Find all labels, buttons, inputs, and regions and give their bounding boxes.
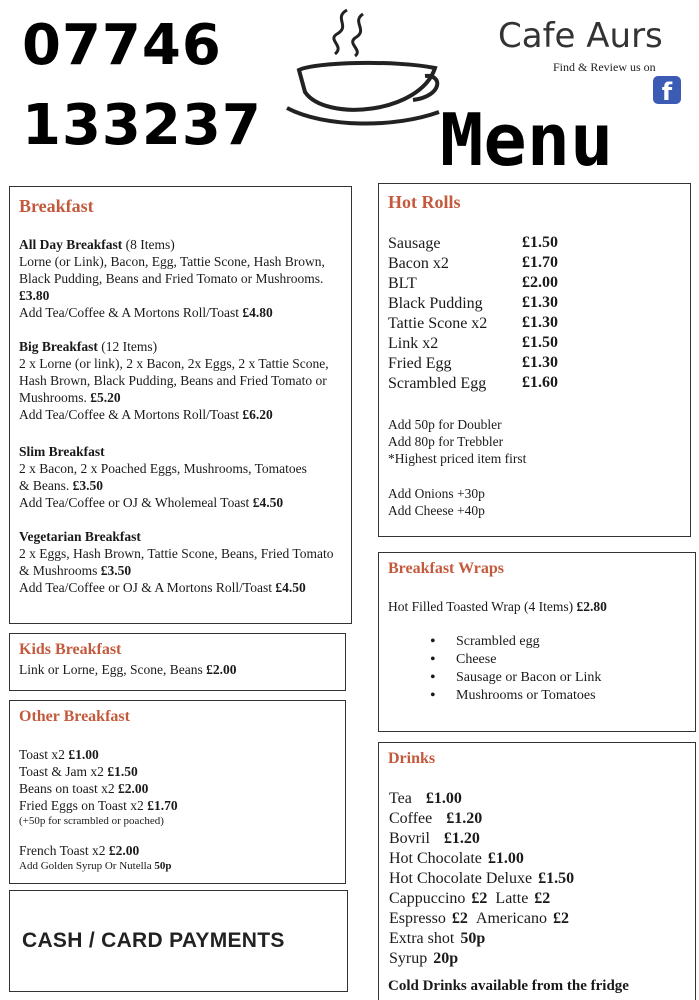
- syrup-note-text: Add Golden Syrup Or Nutella: [19, 860, 152, 872]
- cafe-name: Cafe Aurs: [498, 16, 663, 56]
- drink-line: [389, 809, 482, 829]
- breakfast-title: Breakfast: [19, 196, 94, 216]
- drink-name: Tea: [389, 790, 412, 807]
- payments-text: CASH / CARD PAYMENTS: [22, 929, 285, 952]
- drink-price: £1.20: [443, 830, 480, 847]
- facebook-icon[interactable]: f: [653, 76, 681, 104]
- item-desc: Lorne (or Link), Bacon, Egg, Tattie Scone, Hash Brown, Black Pudding, Beans and Fried Tomato or Mushrooms.: [19, 254, 325, 286]
- wrap-filling: • Scrambled egg: [430, 633, 601, 651]
- drink-price: £1.50: [538, 870, 575, 887]
- cheese-extra: Add Cheese +40p: [388, 503, 485, 518]
- french-toast-name: French Toast x2: [19, 843, 106, 858]
- french-toast-price: £2.00: [108, 843, 140, 858]
- drink-name: Syrup: [389, 950, 428, 967]
- drink-line: [389, 889, 550, 909]
- item-addon-price: £6.20: [242, 407, 273, 422]
- drink-price: £2: [552, 910, 569, 927]
- highest-priced-note: *Highest priced item first: [388, 451, 527, 466]
- breakfast-item: [19, 528, 345, 596]
- drink-name: Americano: [475, 910, 547, 927]
- item-price: £3.50: [100, 563, 132, 578]
- french-toast-item: [19, 842, 139, 859]
- other-breakfast-title: Other Breakfast: [19, 708, 130, 725]
- drink-price: £1.20: [446, 810, 483, 827]
- other-item-price: £2.00: [118, 781, 149, 796]
- breakfast-item: [19, 236, 345, 321]
- other-item: [19, 763, 178, 780]
- drink-line: [389, 829, 480, 849]
- hot-roll-name: Scrambled Egg: [388, 375, 487, 392]
- syrup-note: [19, 859, 171, 874]
- hot-roll-price: £1.30: [522, 354, 558, 371]
- drink-price: £2: [534, 890, 551, 907]
- item-price: £3.80: [19, 288, 50, 303]
- item-name: All Day Breakfast: [19, 237, 123, 252]
- hot-roll-name: Bacon x2: [388, 255, 449, 272]
- other-item-name: Beans on toast x2: [19, 781, 115, 796]
- other-item: [19, 746, 178, 763]
- wrap-filling: • Mushrooms or Tomatoes: [430, 687, 601, 705]
- drinks-title: Drinks: [388, 750, 436, 767]
- item-name: Big Breakfast: [19, 339, 98, 354]
- item-count: (12 Items): [97, 339, 158, 354]
- kids-desc: Link or Lorne, Egg, Scone, Beans: [19, 662, 203, 677]
- hot-roll-price: £1.70: [522, 254, 558, 271]
- item-count: (8 Items): [122, 237, 175, 252]
- drink-line: [389, 909, 569, 929]
- wrap-filling: • Sausage or Bacon or Link: [430, 669, 601, 687]
- item-addon: Add Tea/Coffee or OJ & A Mortons Roll/Toast: [19, 580, 272, 595]
- item-addon-price: £4.80: [242, 305, 273, 320]
- drink-name: Hot Chocolate: [389, 850, 482, 867]
- hot-rolls-title: Hot Rolls: [388, 192, 461, 212]
- breakfast-wraps-title: Breakfast Wraps: [388, 560, 505, 577]
- drink-price: £2: [471, 890, 488, 907]
- item-desc: 2 x Bacon, 2 x Poached Eggs, Mushrooms, Tomatoes & Beans.: [19, 461, 307, 493]
- other-item-name: Fried Eggs on Toast x2: [19, 798, 144, 813]
- drink-line: [389, 949, 458, 969]
- hot-rolls-notes: [388, 416, 526, 467]
- drink-name: Extra shot: [389, 930, 455, 947]
- wrap-fillings-list: [430, 633, 601, 705]
- wrap-filling: • Cheese: [430, 651, 601, 669]
- kids-price: £2.00: [206, 662, 237, 677]
- item-addon: Add Tea/Coffee & A Mortons Roll/Toast: [19, 407, 239, 422]
- drink-price: 50p: [460, 930, 486, 947]
- hot-roll-price: £1.30: [522, 314, 558, 331]
- wrap-item: [388, 598, 607, 615]
- breakfast-item: [19, 443, 319, 511]
- drink-price: 20p: [433, 950, 459, 967]
- kids-breakfast-item: [19, 661, 236, 678]
- hot-roll-name: Sausage: [388, 235, 441, 252]
- wrap-price: £2.80: [576, 599, 607, 614]
- item-name: Vegetarian Breakfast: [19, 529, 141, 544]
- item-addon: Add Tea/Coffee & A Mortons Roll/Toast: [19, 305, 239, 320]
- hot-roll-price: £1.60: [522, 374, 558, 391]
- item-name: Slim Breakfast: [19, 444, 105, 459]
- item-price: £5.20: [90, 390, 121, 405]
- item-addon: Add Tea/Coffee or OJ & Wholemeal Toast: [19, 495, 250, 510]
- breakfast-item: [19, 338, 345, 423]
- other-item: [19, 780, 178, 797]
- find-review-text: Find & Review us on: [553, 60, 656, 74]
- hot-roll-price: £1.50: [522, 234, 558, 251]
- hot-roll-name: Black Pudding: [388, 295, 483, 312]
- drink-name: Coffee: [389, 810, 433, 827]
- hot-roll-price: £1.30: [522, 294, 558, 311]
- hot-roll-price: £2.00: [522, 274, 558, 291]
- drink-name: Espresso: [389, 910, 446, 927]
- other-breakfast-list: [19, 746, 178, 829]
- hot-roll-name: Link x2: [388, 335, 439, 352]
- item-desc: 2 x Lorne (or link), 2 x Bacon, 2x Eggs, 2 x Tattie Scone, Hash Brown, Black Pudding, Beans and Fried Tomato or Mushrooms.: [19, 356, 329, 405]
- trebbler-note: Add 80p for Trebbler: [388, 434, 504, 449]
- drink-price: £1.00: [425, 790, 462, 807]
- other-item-price: £1.00: [68, 747, 99, 762]
- other-item-price: £1.70: [147, 798, 178, 813]
- drink-line: [389, 929, 485, 949]
- item-addon-price: £4.50: [252, 495, 284, 510]
- drink-price: £2: [451, 910, 468, 927]
- item-desc: 2 x Eggs, Hash Brown, Tattie Scone, Beans, Fried Tomato & Mushrooms: [19, 546, 334, 578]
- drink-price: £1.00: [487, 850, 524, 867]
- drink-name: Cappuccino: [389, 890, 466, 907]
- drink-name: Latte: [495, 890, 529, 907]
- other-item-name: Toast & Jam x2: [19, 764, 104, 779]
- kids-breakfast-title: Kids Breakfast: [19, 641, 122, 658]
- onions-extra: Add Onions +30p: [388, 486, 485, 501]
- hot-rolls-extras: [388, 485, 485, 519]
- wrap-desc: Hot Filled Toasted Wrap (4 Items): [388, 599, 574, 614]
- other-item-price: £1.50: [107, 764, 138, 779]
- hot-roll-name: Fried Egg: [388, 355, 452, 372]
- hot-roll-price: £1.50: [522, 334, 558, 351]
- other-item: [19, 797, 178, 814]
- phone-number-line2: 133237: [22, 93, 262, 158]
- other-item-name: Toast x2: [19, 747, 65, 762]
- drink-name: Bovril: [389, 830, 430, 847]
- hot-roll-name: BLT: [388, 275, 417, 292]
- item-addon-price: £4.50: [275, 580, 306, 595]
- phone-number-line1: 07746: [22, 13, 222, 78]
- drink-line: [389, 849, 524, 869]
- drink-name: Hot Chocolate Deluxe: [389, 870, 533, 887]
- drink-line: [389, 789, 462, 809]
- coffee-cup-icon: [285, 4, 445, 144]
- syrup-note-price: 50p: [154, 860, 172, 872]
- hot-roll-name: Tattie Scone x2: [388, 315, 488, 332]
- scrambled-note: (+50p for scrambled or poached): [19, 815, 164, 827]
- item-price: £3.50: [72, 478, 103, 493]
- menu-title: Menu: [440, 98, 614, 182]
- drink-line: [389, 869, 574, 889]
- cold-drinks-note: Cold Drinks available from the fridge: [388, 978, 629, 994]
- doubler-note: Add 50p for Doubler: [388, 417, 502, 432]
